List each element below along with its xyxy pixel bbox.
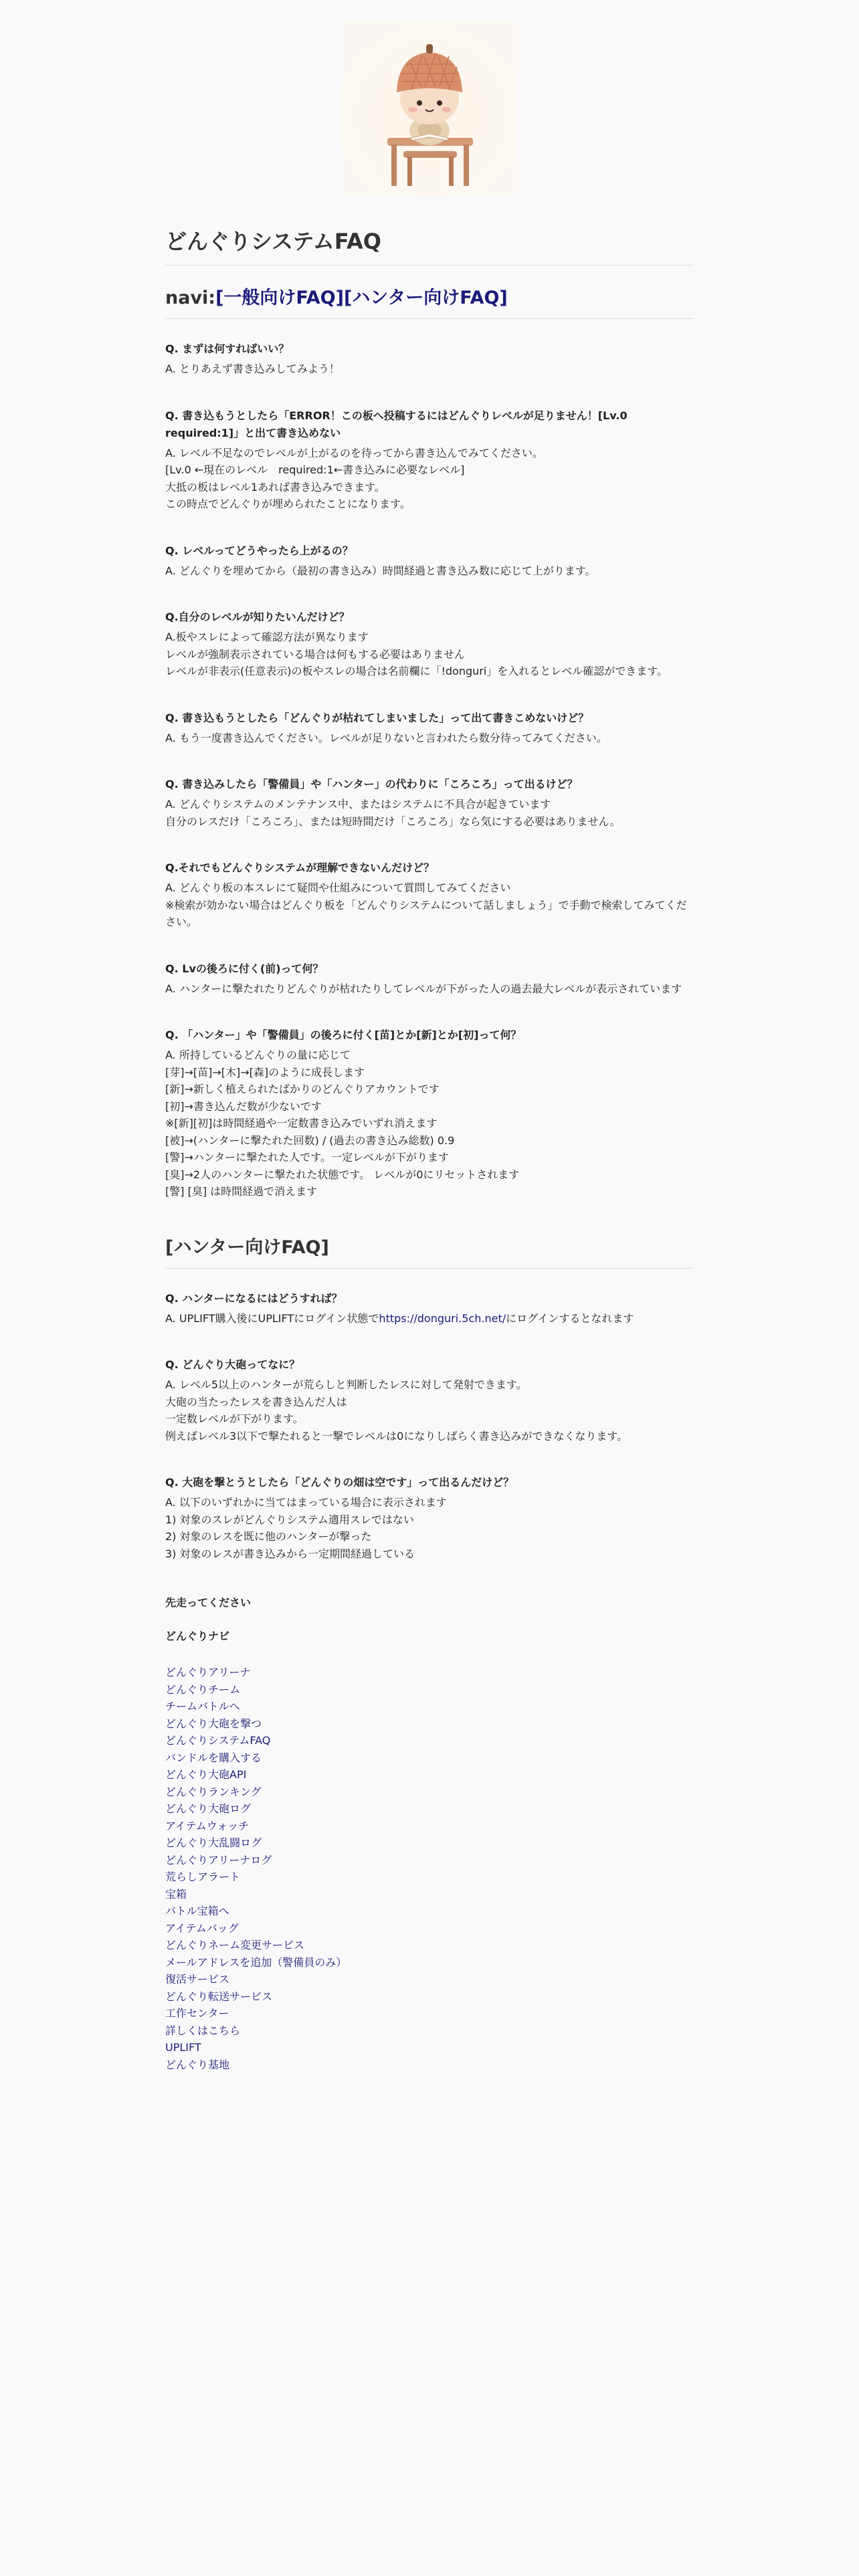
list-item [165, 1868, 694, 1886]
faq-answer: A. 所持しているどんぐりの量に応じて [芽]→[苗]→[木]→[森]のように成長します [新]→新しく植えられたばかりのどんぐりアカウントです [初]→書き込んだ数が少ないです ※[新][初]は時間経過や一定数書き込みでいずれ消えます [被]→(ハンターに撃たれた回数) / (過去の書き込み総数) 0.9 [警]→ハンターに撃たれた人です。一定レベルが下がります [臭]→2人のハンターに撃たれた状態です。 レベルが0にリセットされます [警] [臭] は時間経過で消えます [165, 1049, 520, 1198]
faq-item [165, 340, 694, 378]
nav-link[interactable]: バトル宝箱へ [165, 1905, 229, 1917]
list-item [165, 1818, 694, 1835]
nav-link[interactable]: どんぐりランキング [165, 1785, 262, 1798]
list-item [165, 2005, 694, 2022]
faq-question: Q. 大砲を撃とうとしたら「どんぐりの畑は空です」って出るんだけど？ [165, 1476, 514, 1489]
hunter-section [165, 1232, 694, 1563]
faq-question: Q. ハンターになるにはどうすれば？ [165, 1291, 343, 1305]
list-item [165, 1920, 694, 1937]
list-item [165, 1937, 694, 1954]
list-item [165, 1784, 694, 1801]
nav-link[interactable]: 詳しくはこちら [165, 2024, 241, 2037]
nav-link[interactable]: どんぐり基地 [165, 2058, 230, 2071]
list-item [165, 1852, 694, 1869]
nav-link[interactable]: アイテムウォッチ [165, 1819, 250, 1832]
nav-link[interactable]: どんぐり大砲API [165, 1768, 247, 1781]
nav-link[interactable]: アイテムバッグ [165, 1921, 239, 1935]
faq-item [165, 542, 694, 580]
list-item [165, 1971, 694, 1988]
list-item [165, 1834, 694, 1852]
faq-answer: A. どんぐり板の本スレにて疑問や仕組みについて質問してみてください ※検索が効かない場合はどんぐり板を「どんぐりシステムについて話しましょう」で手動で検索してみてください。 [165, 881, 687, 928]
faq-question: Q. 書き込もうとしたら「どんぐりが枯れてしまいました」って出て書きこめないけど？ [165, 711, 589, 724]
faq-item [165, 859, 694, 931]
list-item [165, 2039, 694, 2056]
nav-link[interactable]: 宝箱 [165, 1887, 187, 1901]
page-title: どんぐりシステムFAQ [165, 225, 694, 265]
nav-link[interactable]: バンドルを購入する [165, 1751, 262, 1764]
nav-link[interactable]: 工作センター [165, 2007, 229, 2020]
faq-answer: A. どんぐりシステムのメンテナンス中、またはシステムに不具合が起きています 自分のレスだけ「ころころ」、または短時間だけ「ころころ」なら気にする必要はありません。 [165, 798, 621, 828]
nav-link[interactable]: メールアドレスを追加（警備員のみ） [165, 1955, 347, 1969]
list-item [165, 1715, 694, 1733]
nav-link[interactable]: どんぐり大砲ログ [165, 1802, 252, 1815]
faq-question: Q. レベルってどうやったら上がるの？ [165, 544, 353, 557]
list-item [165, 1903, 694, 1920]
donguri-nav-list [165, 1664, 694, 2073]
faq-question: Q. まずは何すればいい？ [165, 342, 290, 355]
faq-question: Q. どんぐり大砲ってなに？ [165, 1358, 300, 1371]
notice-text: 先走ってください [165, 1596, 252, 1609]
list-item [165, 2056, 694, 2074]
faq-answer: A. 以下のいずれかに当てはまっている場合に表示されます 1) 対象のスレがどんぐりシステム適用スレではない 2) 対象のレスを既に他のハンターが撃った 3) 対象のレスが書き込みから一定期間経過している [165, 1496, 447, 1560]
faq-item [165, 776, 694, 830]
faq-question: Q. 「ハンター」や「警備員」の後ろに付く[苗]とか[新]とか[初]って何？ [165, 1029, 522, 1041]
nav-link[interactable]: どんぐりチーム [165, 1683, 241, 1696]
faq-answer: A. レベル5以上のハンターが荒らしと判断したレスに対して発射できます。 大砲の当たったレスを書き込んだ人は 一定数レベルが下がります。 例えばレベル3以下で撃たれると一撃でレベルは0になりしばらく書き込みができなくなります。 [165, 1378, 628, 1442]
list-item [165, 1886, 694, 1903]
faq-answer: A. ハンターに撃たれたりどんぐりが枯れたりしてレベルが下がった人の過去最大レベルが表示されています [165, 982, 682, 995]
faq-item [165, 1290, 694, 1327]
faq-page [165, 0, 694, 2073]
faq-item [165, 609, 694, 680]
faq-answer: A. とりあえず書き込みしてみよう！ [165, 362, 340, 375]
nav-link[interactable]: チームバトルへ [165, 1700, 240, 1713]
faq-item [165, 1474, 694, 1562]
faq-answer: A. どんぐりを埋めてから（最初の書き込み）時間経過と書き込み数に応じて上がります。 [165, 564, 596, 577]
faq-question: Q. Lvの後ろに付く(前)って何？ [165, 962, 324, 975]
acorn-mascot-illustration [342, 20, 517, 195]
faq-item [165, 960, 694, 998]
nav-link[interactable]: どんぐり転送サービス [165, 1990, 273, 2003]
list-item [165, 1954, 694, 1971]
faq-question: Q.自分のレベルが知りたいんだけど？ [165, 611, 350, 623]
list-item [165, 1664, 694, 1681]
navi-link-hunter[interactable]: [ハンター向けFAQ] [343, 288, 508, 308]
nav-link[interactable]: 復活サービス [165, 1973, 230, 1985]
nav-link[interactable]: UPLIFT [165, 2041, 201, 2054]
nav-link[interactable]: どんぐり大砲を撃つ [165, 1717, 262, 1730]
list-item [165, 1988, 694, 2006]
faq-item [165, 1356, 694, 1444]
navi-prefix: navi: [165, 288, 216, 308]
faq-answer: A. もう一度書き込んでください。レベルが足りないと言われたら数分待ってみてください。 [165, 731, 607, 744]
nav-link[interactable]: 荒らしアラート [165, 1870, 241, 1883]
nav-link[interactable]: どんぐりアリーナログ [165, 1853, 272, 1866]
nav-link[interactable]: どんぐりネーム変更サービス [165, 1939, 305, 1951]
list-item [165, 1749, 694, 1767]
nav-link[interactable]: どんぐりシステムFAQ [165, 1734, 271, 1747]
faq-question: Q.それでもどんぐりシステムが理解できないんだけど？ [165, 861, 435, 874]
list-item [165, 1698, 694, 1715]
nav-link[interactable]: どんぐりアリーナ [165, 1666, 251, 1679]
faq-item [165, 407, 694, 513]
faq-answer: A.板やスレによって確認方法が異なります レベルが強制表示されている場合は何もする必要はありません レベルが非表示(任意表示)の板やスレの場合は名前欄に「!donguri」を入れるとレベル確認ができます。 [165, 631, 668, 677]
faq-question: Q. 書き込みしたら「警備員」や「ハンター」の代わりに「ころころ」って出るけど？ [165, 778, 578, 790]
faq-question: Q. 書き込もうとしたら「ERROR！この板へ投稿するにはどんぐりレベルが足りません！[Lv.0 required:1]」と出て書き込めない [165, 409, 628, 439]
list-item [165, 1732, 694, 1749]
nav-title: どんぐりナビ [165, 1630, 230, 1642]
hunter-section-title: [ハンター向けFAQ] [165, 1232, 694, 1269]
general-faq-list [165, 340, 694, 1200]
faq-item [165, 1027, 694, 1200]
mascot-container [165, 20, 694, 195]
nav-link[interactable]: どんぐり大乱闘ログ [165, 1836, 262, 1849]
faq-answer: A. UPLIFT購入後にUPLIFTにログイン状態でhttps://donguri.5ch.net/にログインするとなれます [165, 1311, 634, 1325]
navi-link-general[interactable]: [一般向けFAQ] [215, 288, 344, 308]
faq-item [165, 710, 694, 747]
list-item [165, 1766, 694, 1784]
navi-bar [165, 283, 694, 319]
faq-answer: A. レベル不足なのでレベルが上がるのを待ってから書き込んでみてください。 [Lv.0 ←現在のレベル required:1←書き込みに必要なレベル] 大抵の板はレベル1あれば書き込みできます。 この時点でどんぐりが埋められたことになります。 [165, 446, 543, 510]
list-item [165, 1681, 694, 1699]
donguri-login-link[interactable]: https://donguri.5ch.net/ [379, 1311, 506, 1325]
list-item [165, 2022, 694, 2040]
list-item [165, 1800, 694, 1818]
